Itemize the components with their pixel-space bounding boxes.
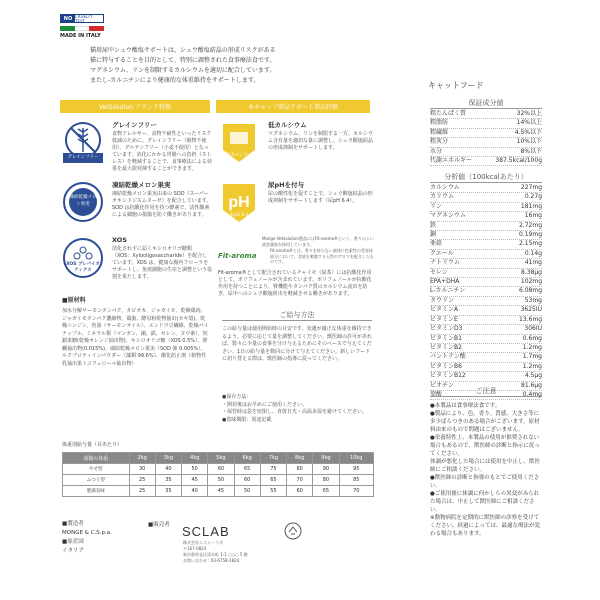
table-cell: 75 xyxy=(260,464,286,475)
nutrient-value: 6.08mg xyxy=(518,287,542,295)
table-row xyxy=(63,486,374,497)
nutrient-name: 粗たんぱく質 xyxy=(430,110,467,117)
nutrient-row xyxy=(430,129,542,138)
nutrient-name: 鉄 xyxy=(430,221,437,229)
expiry: ●賞味期限：別途記載 xyxy=(222,416,272,423)
table-header: 成猫の体重 xyxy=(63,453,130,464)
nutrient-value: 1.7mg xyxy=(522,353,542,361)
table-header: 10kg xyxy=(339,453,373,464)
nutrient-row xyxy=(430,203,542,212)
nutrient-name: 葉酸 xyxy=(430,390,443,398)
storage-line: ・保管時は袋を密閉し、直射日光・高温多湿を避けてください。 xyxy=(222,409,368,415)
nutrient-row xyxy=(430,363,542,372)
nutrient-row xyxy=(430,335,542,344)
nutrient-value: 14%以上 xyxy=(516,119,542,127)
nutrient-name: パントテン酸 xyxy=(430,353,466,361)
table-cell: 50 xyxy=(234,486,260,497)
grain-free-icon xyxy=(62,120,104,164)
table-cell: 50 xyxy=(208,475,234,486)
nutrient-value: 227mg xyxy=(520,184,542,191)
origin: イタリア xyxy=(62,548,85,554)
nutrient-name: ビタミンB6 xyxy=(430,362,462,370)
feature-xos xyxy=(62,236,212,281)
svg-text:pH: pH xyxy=(228,194,250,211)
fit-aroma-note: Fit-aroma®とは、香りを持たない液体に色素性の受容体部分において、食欲を刺激する天然のアロマを配合したものです。 xyxy=(270,248,374,264)
nutrient-value: 387.5kcal/100g xyxy=(495,157,542,165)
feature-desc: 食物アレルギー、食物不耐性といったリスク低減のために、グレインフリー（穀物不使用）、グルテンフリー（小麦不使用）となっています。消化にかかる胃腸への負担（ストレス）を軽減することで、食事療法による効果を最大限発揮することができます。 xyxy=(112,131,212,172)
catfood-label: キャットフード xyxy=(428,81,484,90)
intro-line: またし-カルニチンにより健康的な体重維持をサポートします。 xyxy=(90,77,260,84)
nutrient-value: 306IU xyxy=(524,325,542,333)
nutrient-row xyxy=(430,297,542,306)
table-cell: ふつう型 xyxy=(63,475,130,486)
seller-zip: 〒167-0824 xyxy=(183,546,207,551)
table-row xyxy=(63,475,374,486)
feature-desc: 尿の酸性化を促すことで、シュウ酸塩結晶の形成抑制をサポートします（尿pH 6.4）。 xyxy=(268,191,373,204)
table-cell: 80 xyxy=(287,464,313,475)
guarantee-list xyxy=(430,110,542,166)
nutrient-value: 10%以下 xyxy=(516,138,542,146)
nutrient-value: 1.2mg xyxy=(522,343,542,351)
ingredients-block xyxy=(62,297,210,368)
seller-logo: SCLAB xyxy=(182,524,230,539)
table-cell: 95 xyxy=(339,464,373,475)
seller-tel: お問い合わせ : 03-6758-1824 xyxy=(183,558,240,563)
feature-title: 尿pHを付与 xyxy=(268,181,305,189)
caution-item: ●ご使用後に体調に何かしらの異変がみられた場合は、中止して獣医師にご相談ください。 xyxy=(430,491,540,513)
nutrient-row xyxy=(430,278,542,287)
table-cell: 45 xyxy=(208,486,234,497)
nutrient-value: 8%以下 xyxy=(520,147,542,155)
table-cell: 60 xyxy=(208,464,234,475)
nutrient-name: ビタミンB12 xyxy=(430,372,466,380)
feature-ph xyxy=(218,180,373,224)
feeding-table xyxy=(62,452,374,497)
nutrient-row xyxy=(430,325,542,334)
caution-item: ※動物病院を定期的に獣医師の診察を受けてください。経過によっては、最適な療法が変わる場合もあります。 xyxy=(430,515,541,537)
table-cell: 90 xyxy=(313,464,339,475)
table-cell: 85 xyxy=(339,475,373,486)
fit-aroma-desc: Fit-aroma®として配合されているチャイモ（緑茶）には抗酸化作用として、ポリフェノールが含まれています。ポリフェノールが抗酸化作用を持つことにより、腎機能やタンパク質のカルシウム流出を防ぎ、尿中へのシュウ酸塩析出を軽減させる働きがあります。 xyxy=(218,270,372,297)
guarantee-title: 保証成分値 xyxy=(430,98,542,109)
nutrient-row xyxy=(430,138,542,147)
made-in-italy: MADE IN ITALY xyxy=(60,33,101,39)
caution-item: ●獣医師の診断と指導のもとでご使用ください。 xyxy=(430,475,540,489)
feature-desc: 凍結乾燥メロン果実由来の SOD（スーパーオキシドジスムターゼ）を配合しています。SOD は抗酸化作用を持つ酵素で、活性酸素による細胞の損傷を防ぐ働きがあります。 xyxy=(112,191,212,218)
caution-item: ●製品により、色、香り、質感、大きさ等に多少ばらつきのある場合がございます。原材料由来のもので問題はございません。 xyxy=(430,411,540,433)
nutrient-value: 41mg xyxy=(524,259,542,267)
nutrient-value: 32%以上 xyxy=(516,110,542,117)
badge-text: CRUELTY TEST xyxy=(75,15,103,22)
ingredients-label: ■原材料 xyxy=(62,297,86,304)
intro-line: マグネシウム、リンを制限するカルシウムを適切に配合しています。 xyxy=(90,67,276,74)
xos-icon xyxy=(62,236,104,280)
feeding-title: ご給与方法 xyxy=(222,310,372,321)
feature-desc: 消化されずに届くキシロオリゴ糖類（XOS：Xylooligosaccharide）を配合しています。XOS は、健康な腸内フローラをサポートし、免疫細胞の生産と調整という役割を果たします。 xyxy=(112,246,213,280)
nutrient-name: 代謝エネルギー xyxy=(430,157,473,165)
nutrient-row xyxy=(430,259,542,268)
nutrient-value: 181mg xyxy=(520,202,542,210)
nutrient-name: 粗脂肪 xyxy=(430,119,449,127)
nutrient-row xyxy=(430,287,542,296)
nutrient-row xyxy=(430,372,542,381)
nutrient-name: 粗繊維 xyxy=(430,128,449,136)
intro-text xyxy=(90,46,390,86)
table-cell: 40 xyxy=(155,464,181,475)
nutrient-value: 53mg xyxy=(524,296,542,304)
cruelty-badge xyxy=(60,14,104,23)
nutrient-value: 0.6mg xyxy=(522,334,542,342)
analysis-title: 分析値（100kcalあたり） xyxy=(430,172,542,183)
nutrient-value: 4.5%以下 xyxy=(514,128,542,136)
table-header: 8kg xyxy=(287,453,313,464)
nutrient-name: 水分 xyxy=(430,147,443,155)
nutrient-name: リン xyxy=(430,202,443,210)
nutrient-name: 銅 xyxy=(430,231,437,239)
seller-info xyxy=(183,540,248,564)
table-cell: 80 xyxy=(313,475,339,486)
caution-item: ●本製品は食事療法食です。 xyxy=(430,403,501,409)
nutrient-value: 1.2mg xyxy=(522,362,542,370)
table-header: 3kg xyxy=(155,453,181,464)
caution-title: ご注意 xyxy=(430,386,542,397)
nutrient-row xyxy=(430,184,542,193)
table-cell: やせ型 xyxy=(63,464,130,475)
storage-label: ●保存方法： xyxy=(222,394,252,400)
storage-block xyxy=(222,394,372,424)
nutrient-name: セレン xyxy=(430,268,448,276)
nutrient-value: 8.38μg xyxy=(521,268,542,276)
table-header: 2kg xyxy=(129,453,155,464)
melon-icon xyxy=(62,180,104,224)
maker-name: MONGE & C.S.p.a. xyxy=(62,530,112,536)
origin-label: ■原産国 xyxy=(62,539,84,545)
nutrient-row xyxy=(430,353,542,362)
table-cell: 65 xyxy=(260,475,286,486)
badge-no: NO xyxy=(61,15,75,22)
table-header: 4kg xyxy=(182,453,208,464)
table-cell: 40 xyxy=(182,486,208,497)
calcium-badge: 低カルシウム xyxy=(225,153,253,158)
nutrient-row xyxy=(430,119,542,128)
nutrient-name: ビタミンB2 xyxy=(430,343,462,351)
nutrient-value: 81.6μg xyxy=(521,381,542,389)
seller-company: 株式会社エスシーラボ xyxy=(183,540,223,545)
nutrient-value: 0.4mg xyxy=(522,390,542,398)
caution-item: 体調が悪化した場合には使用を中止し、獣医師にご相談ください。 xyxy=(430,459,541,473)
feature-desc: マグネシウム、リンを制限する一方、カルシウム含有量を適切な量に調整し、シュウ酸塩結晶の形成抑制をサポートします。 xyxy=(268,131,373,151)
nutrient-row xyxy=(430,306,542,315)
table-cell: 45 xyxy=(182,475,208,486)
nutrient-row xyxy=(430,212,542,221)
nutrient-name: カリウム xyxy=(430,193,454,201)
feature-melon xyxy=(62,180,212,224)
nutrient-name: 亜鉛 xyxy=(430,240,443,248)
intro-line: 猫に特与することを目的として、特別に調整された食事療法食です。 xyxy=(90,57,276,64)
caution-list xyxy=(430,402,542,538)
feature-title: 凍結乾燥メロン果実 xyxy=(112,181,171,189)
nutrient-name: 粗灰分 xyxy=(430,138,449,146)
melon-badge: 凍結乾燥メロン果実 xyxy=(69,195,97,207)
nutrient-name: ビオチン xyxy=(430,381,454,389)
table-header: 6kg xyxy=(234,453,260,464)
nutrient-row xyxy=(430,250,542,259)
nutrient-name: ナトリウム xyxy=(430,259,460,267)
table-header: 9kg xyxy=(313,453,339,464)
table-cell: 70 xyxy=(287,475,313,486)
table-header-row xyxy=(63,453,374,464)
table-cell: 60 xyxy=(287,486,313,497)
nutrient-name: クエール xyxy=(430,249,454,257)
table-cell: 70 xyxy=(339,486,373,497)
nutrient-row xyxy=(430,344,542,353)
nutrient-row xyxy=(430,269,542,278)
recycle-icon xyxy=(284,522,302,540)
feature-grainfree xyxy=(62,120,212,173)
table-header: 5kg xyxy=(208,453,234,464)
feature-title: XOS xyxy=(112,236,127,244)
nutrient-name: EPA+DHA xyxy=(430,278,460,286)
nutrient-value: 3625IU xyxy=(520,306,542,314)
nutrient-value: 16mg xyxy=(524,212,542,220)
ph-icon xyxy=(218,180,260,224)
feature-calcium xyxy=(218,120,373,164)
vetsolution-header: VetSolution ブランド特徴 xyxy=(60,100,210,113)
nutrient-name: マグネシウム xyxy=(430,212,466,220)
nutrient-value: 4.5μg xyxy=(524,372,542,380)
intro-line: 猫用尿中シュウ酸塩サポートは、シュウ酸塩結晶の形成リスクがある xyxy=(90,47,276,54)
nutrient-value: 0.14g xyxy=(524,249,542,257)
nutrient-row xyxy=(430,157,542,166)
table-cell: 55 xyxy=(260,486,286,497)
feature-title: 低カルシウム xyxy=(268,121,307,129)
table-cell: 65 xyxy=(234,464,260,475)
seller-address: 東京都杉並区清水町 1-1 ○○○ 5 階 xyxy=(183,552,248,557)
nutrient-name: タウリン xyxy=(430,296,455,304)
nutrient-row xyxy=(430,231,542,240)
table-cell: 50 xyxy=(182,464,208,475)
table-cell: 65 xyxy=(313,486,339,497)
nutrient-name: ビタミンA xyxy=(430,306,459,314)
seller-label: ■販売者 xyxy=(148,522,170,528)
table-cell: 60 xyxy=(234,475,260,486)
nutrient-value: 102mg xyxy=(520,278,542,286)
nutrient-row xyxy=(430,193,542,202)
nutrient-row xyxy=(430,240,542,249)
nutrient-value: 0.27g xyxy=(524,193,542,201)
nutrient-row xyxy=(430,110,542,119)
fit-aroma-logo: Fit-aroma xyxy=(218,252,257,260)
table-header: 7kg xyxy=(260,453,286,464)
nutrient-row xyxy=(430,316,542,325)
analysis-list xyxy=(430,184,542,400)
nutrient-value: 0.19mg xyxy=(518,231,542,239)
amount-title: 体重別給与量（目あたり） xyxy=(62,442,123,448)
nutrient-name: カルシウム xyxy=(430,184,460,191)
table-cell: 25 xyxy=(129,475,155,486)
calcium-icon xyxy=(218,120,260,164)
table-cell: 肥満気味 xyxy=(63,486,130,497)
table-cell: 35 xyxy=(155,486,181,497)
table-row xyxy=(63,464,374,475)
xos-badge: XOS プレバイオティクス xyxy=(66,262,100,273)
nutrient-row xyxy=(430,222,542,231)
feeding-text: この給与量は使用開始時の目安です。変遷が適正な体重を維持できるよう、必要に応じて量を調整してください。獣医師の許可があれば、数々に少量の食事を分け与えるためにそのペースで与えてください。1日の給与量を数回に分けて与えてください。新しいフードに切り替える際は、獣医師の指導に従ってください。 xyxy=(222,326,373,362)
nutrient-value: 2.72mg xyxy=(518,221,542,229)
table-cell: 30 xyxy=(129,464,155,475)
ingredients-text: 加水分解サーモンタンパク、タピオカ、ジャガイモ、乾燥鶏肉、ジャガイモタンパク濃縮物、鶏脂、酵母粉乾物抽出(カキ殻)、乾燥ニンジン、魚油（サーモンオイル）、エンドウ豆繊維、乾燥パイナップル、ミネラル類（マンガン、銅、鉄、セレン、ヨウ素）、短鎖果糖(乾燥オレンジ抽出物)、キシロオリゴ糖（XOS 0.5%）、膵臓抽出物(0.015%)、凍結乾燥メロン果実（SOD 源 0.005%）、ルクブロティインパウダー（藻類 99.6%）、酸化防止剤（植物性乳抽出果トコフェロール抽出物） xyxy=(62,308,209,367)
caution-item: ●栄養特性上、本製品の使用が推奨されない場合もあるので、獣医師の診断と指示に従ってください。 xyxy=(430,435,540,457)
nutrient-name: ビタミンD3 xyxy=(430,325,463,333)
nutrient-name: ビタミンB1 xyxy=(430,334,462,342)
nutrient-value: 13.6mg xyxy=(518,315,542,323)
grain-free-badge: グレインフリー xyxy=(67,155,99,160)
nutrient-value: 2.15mg xyxy=(518,240,542,248)
storage-line: ・開封後はお早めにご使用ください。 xyxy=(222,401,308,408)
product-header: 本キャップ製品サポート製品特徴 xyxy=(216,100,370,113)
table-cell: 25 xyxy=(129,486,155,497)
nutrient-name: L-カルニチン xyxy=(430,287,466,295)
feature-title: グレインフリー xyxy=(112,121,157,129)
maker-block xyxy=(62,520,112,556)
maker-label: ■製造者 xyxy=(62,521,84,527)
nutrient-row xyxy=(430,148,542,157)
nutrient-name: ビタミンE xyxy=(430,315,458,323)
fit-aroma-small: Monge Vetsolution製品にはFit-aroma®という、香りのよい液状脂肪を採用しています。 xyxy=(262,236,374,247)
table-cell: 35 xyxy=(155,475,181,486)
ph-badge: 尿pH 6.4 xyxy=(229,213,249,218)
italy-flag xyxy=(60,26,104,31)
